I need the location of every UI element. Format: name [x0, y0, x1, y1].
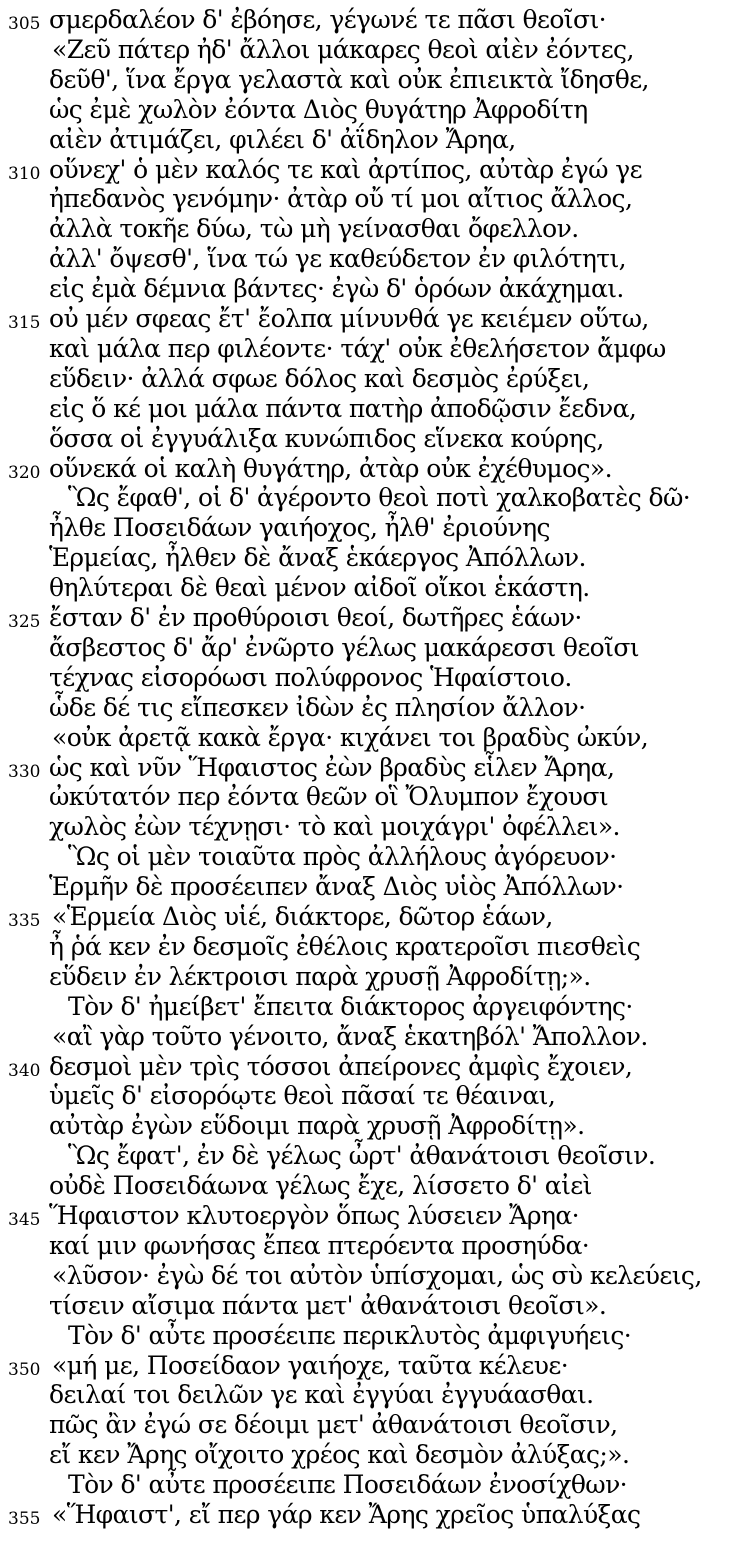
verse-text: ἠπεδανὸς γενόμην· ἀτὰρ οὔ τί μοι αἴτιος ἄλλος, — [49, 184, 633, 214]
verse-text: ἔσταν δ' ἐν προθύροισι θεοί, δωτῆρες ἑάων· — [49, 603, 582, 632]
verse-text: ἀλλ' ὄψεσθ', ἵνα τώ γε καθεύδετον ἐν φιλότητι, — [49, 244, 627, 274]
verse-text: σμερδαλέον δ' ἐβόησε, γέγωνέ τε πᾶσι θεοῖσι· — [49, 5, 607, 34]
verse-line — [0, 1321, 749, 1351]
verse-line — [0, 35, 749, 65]
verse-line — [0, 1470, 749, 1500]
verse-line — [0, 932, 749, 962]
verse-line — [0, 633, 749, 663]
verse-line — [0, 364, 749, 394]
verse-text: ἦλθε Ποσειδάων γαιήοχος, ἦλθ' ἐριούνης — [49, 513, 550, 543]
verse-text: χωλὸς ἐὼν τέχνῃσι· τὸ καὶ μοιχάγρι' ὀφέλλει». — [49, 812, 620, 842]
verse-text: ὠκύτατόν περ ἐόντα θεῶν οἳ Ὄλυμπον ἔχουσι — [49, 782, 609, 812]
verse-text: ἀλλὰ τοκῆε δύω, τὼ μὴ γείνασθαι ὄφελλον. — [49, 214, 579, 244]
verse-line — [0, 1171, 749, 1201]
verse-text: «Ἑρμεία Διὸς υἱέ, διάκτορε, δῶτορ ἑάων, — [52, 902, 553, 931]
verse-text: Ἑρμείας, ἦλθεν δὲ ἄναξ ἑκάεργος Ἀπόλλων. — [49, 543, 586, 573]
verse-text: εἴ κεν Ἄρης οἴχοιτο χρέος καὶ δεσμὸν ἀλύξας;». — [49, 1440, 630, 1470]
verse-text: καί μιν φωνήσας ἔπεα πτερόεντα προσηύδα· — [49, 1230, 590, 1260]
line-number: 355 — [8, 1509, 41, 1529]
verse-line — [0, 334, 749, 364]
line-number: 345 — [8, 1210, 41, 1230]
verse-line — [0, 872, 749, 902]
verse-line — [0, 1500, 749, 1530]
verse-line — [0, 723, 749, 753]
verse-text: Ὣς ἔφατ', ἐν δὲ γέλως ὦρτ' ἀθανάτοισι θεοῖσιν. — [68, 1141, 656, 1171]
verse-line — [0, 483, 749, 513]
line-number: 315 — [8, 313, 41, 333]
line-number: 310 — [8, 163, 41, 184]
verse-text: «Ζεῦ πάτερ ἠδ' ἄλλοι μάκαρες θεοὶ αἰὲν ἐόντες, — [52, 34, 634, 64]
verse-text: καὶ μάλα περ φιλέοντε· τάχ' οὐκ ἐθελήσετον ἄμφω — [49, 333, 666, 363]
verse-text: ἦ ῥά κεν ἐν δεσμοῖς ἐθέλοις κρατεροῖσι πιεσθεὶς — [49, 931, 641, 961]
line-number: 350 — [8, 1359, 41, 1380]
verse-line — [0, 1380, 749, 1410]
verse-text: «οὐκ ἀρετᾷ κακὰ ἔργα· κιχάνει τοι βραδὺς ὠκύν, — [52, 722, 649, 752]
verse-line — [0, 1351, 749, 1381]
verse-text: αὐτὰρ ἐγὼν εὕδοιμι παρὰ χρυσῇ Ἀφροδίτῃ». — [49, 1111, 585, 1141]
verse-line — [0, 65, 749, 95]
verse-text: αἰὲν ἀτιμάζει, φιλέει δ' ἀΐδηλον Ἄρηα, — [49, 124, 516, 154]
verse-line — [0, 1111, 749, 1141]
verse-text: Ἑρμῆν δὲ προσέειπεν ἄναξ Διὸς υἱὸς Ἀπόλλων· — [49, 872, 624, 902]
verse-line — [0, 842, 749, 872]
verse-text: Ἥφαιστον κλυτοεργὸν ὅπως λύσειεν Ἄρηα· — [49, 1201, 580, 1230]
verse-text: «αἲ γὰρ τοῦτο γένοιτο, ἄναξ ἑκατηβόλ' Ἄπολλον. — [52, 1021, 648, 1051]
verse-text: ὅσσα οἱ ἐγγυάλιξα κυνώπιδος εἵνεκα κούρης, — [49, 423, 604, 453]
verse-line — [0, 274, 749, 304]
verse-text: Τὸν δ' ἠμείβετ' ἔπειτα διάκτορος ἀργειφόντης· — [68, 991, 633, 1021]
verse-line — [0, 902, 749, 932]
line-number: 320 — [8, 462, 41, 483]
verse-text: δεσμοὶ μὲν τρὶς τόσσοι ἀπείρονες ἀμφὶς ἔχοιεν, — [49, 1051, 633, 1081]
verse-line — [0, 304, 749, 334]
verse-text: τίσειν αἴσιμα πάντα μετ' ἀθανάτοισι θεοῖσι». — [49, 1290, 607, 1320]
verse-text: Ὣς ἔφαθ', οἱ δ' ἀγέροντο θεοὶ ποτὶ χαλκοβατὲς δῶ· — [68, 483, 691, 513]
verse-text: Τὸν δ' αὖτε προσέειπε Ποσειδάων ἐνοσίχθων· — [68, 1470, 628, 1500]
verse-line — [0, 1440, 749, 1470]
verse-line — [0, 543, 749, 573]
line-number: 330 — [8, 761, 41, 782]
verse-line — [0, 1022, 749, 1052]
verse-line — [0, 125, 749, 155]
verse-line — [0, 992, 749, 1022]
verse-line — [0, 244, 749, 274]
verse-text: οὐ μέν σφεας ἔτ' ἔολπα μίνυνθά γε κειέμεν οὕτω, — [49, 304, 649, 333]
verse-text: οὕνεχ' ὁ μὲν καλός τε καὶ ἀρτίπος, αὐτὰρ ἐγώ γε — [49, 154, 642, 184]
line-number: 335 — [8, 911, 41, 931]
verse-line — [0, 424, 749, 454]
verse-line — [0, 603, 749, 633]
verse-text: εἰς ἐμὰ δέμνια βάντες· ἐγὼ δ' ὁρόων ἀκάχημαι. — [49, 274, 624, 304]
verse-text: Ὣς οἱ μὲν τοιαῦτα πρὸς ἀλλήλους ἀγόρευον· — [68, 842, 617, 872]
verse-line — [0, 1231, 749, 1261]
verse-line — [0, 1291, 749, 1321]
verse-text: οὐδὲ Ποσειδάωνα γέλως ἔχε, λίσσετο δ' αἰεὶ — [49, 1171, 592, 1201]
verse-line — [0, 184, 749, 214]
verse-line — [0, 753, 749, 783]
verse-text: τέχνας εἰσορόωσι πολύφρονος Ἡφαίστοιο. — [49, 662, 572, 692]
verse-line — [0, 394, 749, 424]
verse-text: Τὸν δ' αὖτε προσέειπε περικλυτὸς ἀμφιγυήεις· — [68, 1320, 632, 1350]
verse-text: πῶς ἂν ἐγώ σε δέοιμι μετ' ἀθανάτοισι θεοῖσιν, — [49, 1410, 618, 1440]
verse-text: οὕνεκά οἱ καλὴ θυγάτηρ, ἀτὰρ οὐκ ἐχέθυμος». — [49, 453, 612, 483]
verse-line — [0, 1081, 749, 1111]
verse-line — [0, 663, 749, 693]
verse-text: ὑμεῖς δ' εἰσορόῳτε θεοὶ πᾶσαί τε θέαιναι, — [49, 1081, 556, 1111]
verse-line — [0, 1201, 749, 1231]
verse-line — [0, 693, 749, 723]
verse-line — [0, 573, 749, 603]
verse-line — [0, 5, 749, 35]
verse-line — [0, 782, 749, 812]
verse-text: ὡς καὶ νῦν Ἥφαιστος ἐὼν βραδὺς εἷλεν Ἄρηα, — [49, 752, 615, 782]
verse-line — [0, 962, 749, 992]
line-number: 305 — [8, 14, 41, 34]
verse-text: θηλύτεραι δὲ θεαὶ μένον αἰδοῖ οἴκοι ἑκάστη. — [49, 573, 590, 603]
verse-text: δειλαί τοι δειλῶν γε καὶ ἐγγύαι ἐγγυάασθαι. — [49, 1380, 594, 1410]
verse-line — [0, 1261, 749, 1291]
verse-text: εὕδειν· ἀλλά σφωε δόλος καὶ δεσμὸς ἐρύξει, — [49, 363, 590, 393]
verse-line — [0, 155, 749, 185]
verse-line — [0, 812, 749, 842]
verse-line — [0, 1052, 749, 1082]
verse-text: ἄσβεστος δ' ἄρ' ἐνῶρτο γέλως μακάρεσσι θεοῖσι — [49, 632, 640, 662]
verse-line — [0, 1410, 749, 1440]
verse-text: εὕδειν ἐν λέκτροισι παρὰ χρυσῇ Ἀφροδίτῃ;». — [49, 961, 591, 991]
verse-text: δεῦθ', ἵνα ἔργα γελαστὰ καὶ οὐκ ἐπιεικτὰ ἴδησθε, — [49, 64, 649, 94]
verse-text: «λῦσον· ἐγὼ δέ τοι αὐτὸν ὑπίσχομαι, ὡς σὺ κελεύεις, — [52, 1260, 702, 1290]
verse-line — [0, 95, 749, 125]
verse-line — [0, 214, 749, 244]
verse-text: ὧδε δέ τις εἴπεσκεν ἰδὼν ἐς πλησίον ἄλλον· — [49, 692, 586, 722]
verse-text: ὡς ἐμὲ χωλὸν ἐόντα Διὸς θυγάτηρ Ἀφροδίτη — [49, 94, 588, 124]
verse-text: «Ἥφαιστ', εἴ περ γάρ κεν Ἄρης χρεῖος ὑπαλύξας — [52, 1500, 641, 1529]
verse-text: «μή με, Ποσείδαον γαιήοχε, ταῦτα κέλευε· — [52, 1350, 569, 1380]
verse-line — [0, 454, 749, 484]
verse-line — [0, 513, 749, 543]
verse-line — [0, 1141, 749, 1171]
line-number: 340 — [8, 1060, 41, 1081]
line-number: 325 — [8, 612, 41, 632]
verse-text: εἰς ὅ κέ μοι μάλα πάντα πατὴρ ἀποδῷσιν ἔεδνα, — [49, 393, 637, 423]
